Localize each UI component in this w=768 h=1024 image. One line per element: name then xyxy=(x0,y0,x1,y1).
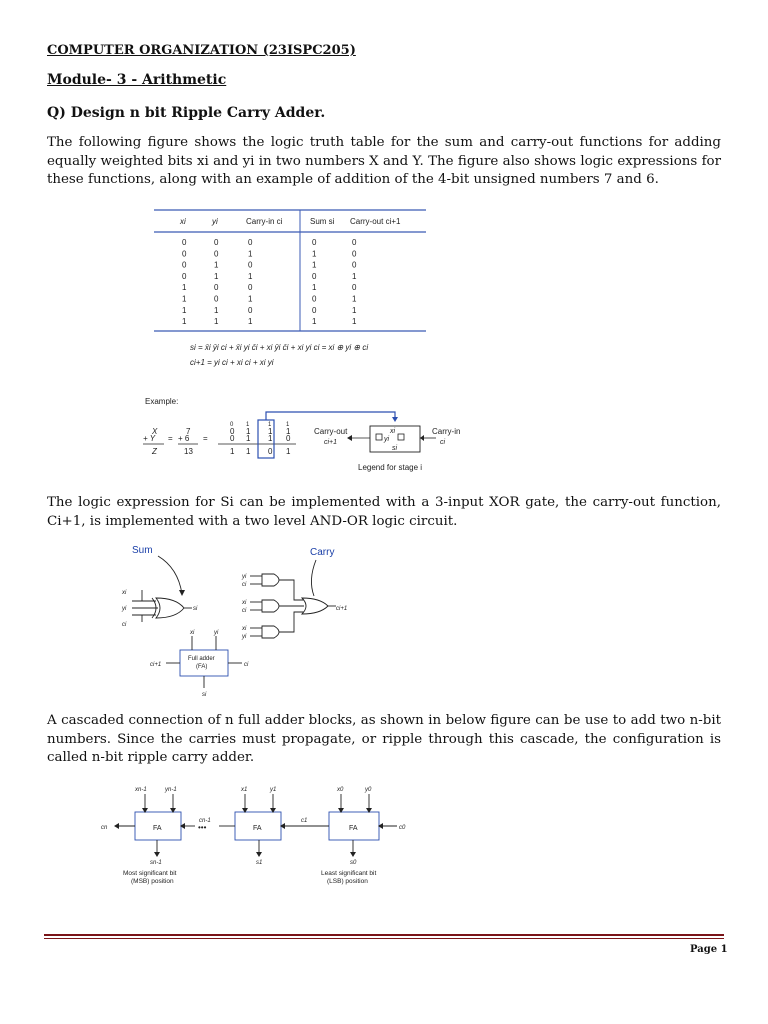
table-cell: 0 xyxy=(312,305,317,315)
svg-text:si: si xyxy=(193,606,198,612)
table-cell: 0 xyxy=(214,283,219,293)
table-cell: 1 xyxy=(248,317,253,327)
carry-input-label: xi xyxy=(242,626,247,632)
svg-text:xn-1: xn-1 xyxy=(135,787,147,793)
table-cell: 1 xyxy=(182,294,187,304)
table-cell: 0 xyxy=(214,238,219,247)
svg-text:xi: xi xyxy=(122,590,127,596)
table-cell: 0 xyxy=(312,271,317,281)
carry-in-sub: ci xyxy=(440,439,446,446)
carry-input-label: yi xyxy=(242,634,247,640)
svg-text:xi: xi xyxy=(190,630,195,636)
bit-y: 1 xyxy=(246,434,251,443)
svg-text:cn: cn xyxy=(101,825,108,831)
svg-text:y0: y0 xyxy=(365,787,372,793)
svg-text:(LSB) position: (LSB) position xyxy=(327,878,368,885)
footer-rule xyxy=(44,934,724,936)
table-cell: 0 xyxy=(214,294,219,304)
carry-out-label: Carry-out xyxy=(314,427,348,436)
table-cell: 1 xyxy=(248,249,253,259)
svg-text:ci+1: ci+1 xyxy=(150,662,162,668)
svg-text:s0: s0 xyxy=(350,860,357,866)
table-cell: 1 xyxy=(352,271,357,281)
fa-label: Full adder xyxy=(188,656,215,662)
table-cell: 1 xyxy=(248,294,253,304)
svg-text:ci+1: ci+1 xyxy=(336,606,348,612)
table-cell: 0 xyxy=(182,260,187,270)
table-header-cell: Carry-out ci+1 xyxy=(350,217,401,226)
table-cell: 0 xyxy=(182,271,187,281)
table-cell: 0 xyxy=(248,260,253,270)
carry-bit: 1 xyxy=(268,422,272,428)
table-cell: 1 xyxy=(214,305,219,315)
truth-table-figure xyxy=(150,205,440,375)
table-cell: 1 xyxy=(214,260,219,270)
table-cell: 1 xyxy=(214,317,219,327)
table-cell: 0 xyxy=(248,283,253,293)
svg-text:cn-1: cn-1 xyxy=(199,818,211,824)
table-cell: 1 xyxy=(312,260,317,270)
example-z: Z xyxy=(152,447,157,456)
table-cell: 1 xyxy=(214,271,219,281)
table-cell: 1 xyxy=(182,283,187,293)
paragraph-intro: The following figure shows the logic truth table for the sum and carry-out functions for adding equally weighted bits xi and yi in two numbers X and Y. The figure also shows logic expressions for these functions, along with an example of addition of the 4-bit unsigned numbers 7 and 6. xyxy=(47,135,721,188)
carry-input-label: ci xyxy=(242,608,247,614)
svg-text:s1: s1 xyxy=(256,860,263,866)
table-cell: 0 xyxy=(312,294,317,304)
example-y: + Y xyxy=(143,434,156,443)
table-cell: 0 xyxy=(248,238,253,247)
table-cell: 0 xyxy=(214,249,219,259)
carry-bit: 1 xyxy=(286,422,290,428)
table-header-cell: yi xyxy=(212,217,218,226)
msb-label: Most significant bit xyxy=(123,870,177,877)
carry-in-label: Carry-in xyxy=(432,427,461,436)
bit-sum: 1 xyxy=(230,447,235,456)
addition-example-figure xyxy=(140,390,480,480)
bit-x: 1 xyxy=(246,427,251,436)
svg-text:(FA): (FA) xyxy=(196,664,208,670)
carry-input-label: xi xyxy=(242,600,247,606)
table-cell: 1 xyxy=(182,317,187,327)
bit-y: 1 xyxy=(268,434,273,443)
svg-text:=: = xyxy=(203,434,208,443)
legend-s: si xyxy=(392,445,398,452)
svg-text:yi: yi xyxy=(122,606,127,612)
table-header-cell: xi xyxy=(180,217,186,226)
svg-text:sn-1: sn-1 xyxy=(150,860,162,866)
table-cell: 1 xyxy=(352,294,357,304)
legend-x: xi xyxy=(390,428,396,435)
svg-text:yi: yi xyxy=(214,630,219,636)
carry-expression: ci+1 = yi ci + xi ci + xi yi xyxy=(190,358,274,367)
table-cell: 1 xyxy=(182,305,187,315)
svg-text:c0: c0 xyxy=(399,825,406,831)
table-cell: 0 xyxy=(352,283,357,293)
bit-sum: 1 xyxy=(246,447,251,456)
fa-block-mid: FA xyxy=(253,825,262,832)
example-13: 13 xyxy=(184,447,193,456)
svg-text:•••: ••• xyxy=(198,823,207,832)
bit-y: 0 xyxy=(230,434,235,443)
svg-text:si: si xyxy=(202,692,207,698)
example-7: 7 xyxy=(186,427,191,436)
carry-label: Carry xyxy=(310,547,335,558)
table-cell: 0 xyxy=(352,260,357,270)
table-cell: 0 xyxy=(352,249,357,259)
course-title: COMPUTER ORGANIZATION (23ISPC205) xyxy=(47,43,356,58)
fa-block-msb: FA xyxy=(153,825,162,832)
table-cell: 0 xyxy=(182,249,187,259)
svg-text:y1: y1 xyxy=(270,787,277,793)
legend-y: yi xyxy=(384,436,390,443)
table-cell: 1 xyxy=(352,317,357,327)
table-cell: 1 xyxy=(312,283,317,293)
bit-x: 1 xyxy=(268,427,273,436)
bit-x: 1 xyxy=(286,427,291,436)
carry-bit: 0 xyxy=(230,422,234,428)
sum-label: Sum xyxy=(132,545,153,556)
lsb-label: Least significant bit xyxy=(321,870,377,877)
question-heading: Q) Design n bit Ripple Carry Adder. xyxy=(47,105,326,121)
legend-caption: Legend for stage i xyxy=(358,463,423,472)
svg-text:=: = xyxy=(168,434,173,443)
module-title: Module- 3 - Arithmetic xyxy=(47,72,227,88)
example-6: + 6 xyxy=(178,434,190,443)
sum-expression: si = x̄i ȳi ci + x̄i yi c̄i + xi ȳi c̄i + xi yi ci = xi ⊕ yi ⊕ ci xyxy=(190,343,369,352)
carry-bit: 1 xyxy=(246,422,250,428)
ripple-carry-adder-figure xyxy=(95,780,425,890)
carry-input-label: yi xyxy=(242,574,247,580)
table-cell: 1 xyxy=(312,317,317,327)
svg-text:yn-1: yn-1 xyxy=(165,787,177,793)
svg-text:x0: x0 xyxy=(337,787,344,793)
carry-out-sub: ci+1 xyxy=(324,439,338,446)
bit-sum: 0 xyxy=(268,447,273,456)
table-cell: 0 xyxy=(352,238,357,247)
table-cell: 0 xyxy=(248,305,253,315)
table-header-cell: Carry-in ci xyxy=(246,217,283,226)
table-cell: 0 xyxy=(182,238,187,247)
svg-text:c1: c1 xyxy=(301,818,308,824)
example-label: Example: xyxy=(145,397,179,406)
svg-text:ci: ci xyxy=(244,662,249,668)
svg-text:x1: x1 xyxy=(241,787,248,793)
table-cell: 0 xyxy=(312,238,317,247)
fa-block-lsb: FA xyxy=(349,825,358,832)
table-cell: 1 xyxy=(312,249,317,259)
bit-y: 0 xyxy=(286,434,291,443)
bit-sum: 1 xyxy=(286,447,291,456)
table-cell: 1 xyxy=(352,305,357,315)
svg-text:ci: ci xyxy=(122,622,127,628)
example-x: X xyxy=(152,427,158,436)
page-number: Page 1 xyxy=(690,944,728,955)
bit-x: 0 xyxy=(230,427,235,436)
full-adder-logic-figure xyxy=(118,538,368,698)
paragraph-ripple: A cascaded connection of n full adder blocks, as shown in below figure can be use to add two n-bit numbers. Since the carries must propagate, or ripple through this cascade, the configuration is called n-bit ripple carry adder. xyxy=(47,713,721,766)
table-header-cell: Sum si xyxy=(310,217,335,226)
footer-rule-thin xyxy=(44,938,724,939)
svg-text:(MSB) position: (MSB) position xyxy=(131,878,174,885)
table-cell: 1 xyxy=(248,271,253,281)
paragraph-xor: The logic expression for Si can be implemented with a 3-input XOR gate, the carry-out function, Ci+1, is implemented with a two level AND-OR logic circuit. xyxy=(47,495,721,529)
carry-input-label: ci xyxy=(242,582,247,588)
